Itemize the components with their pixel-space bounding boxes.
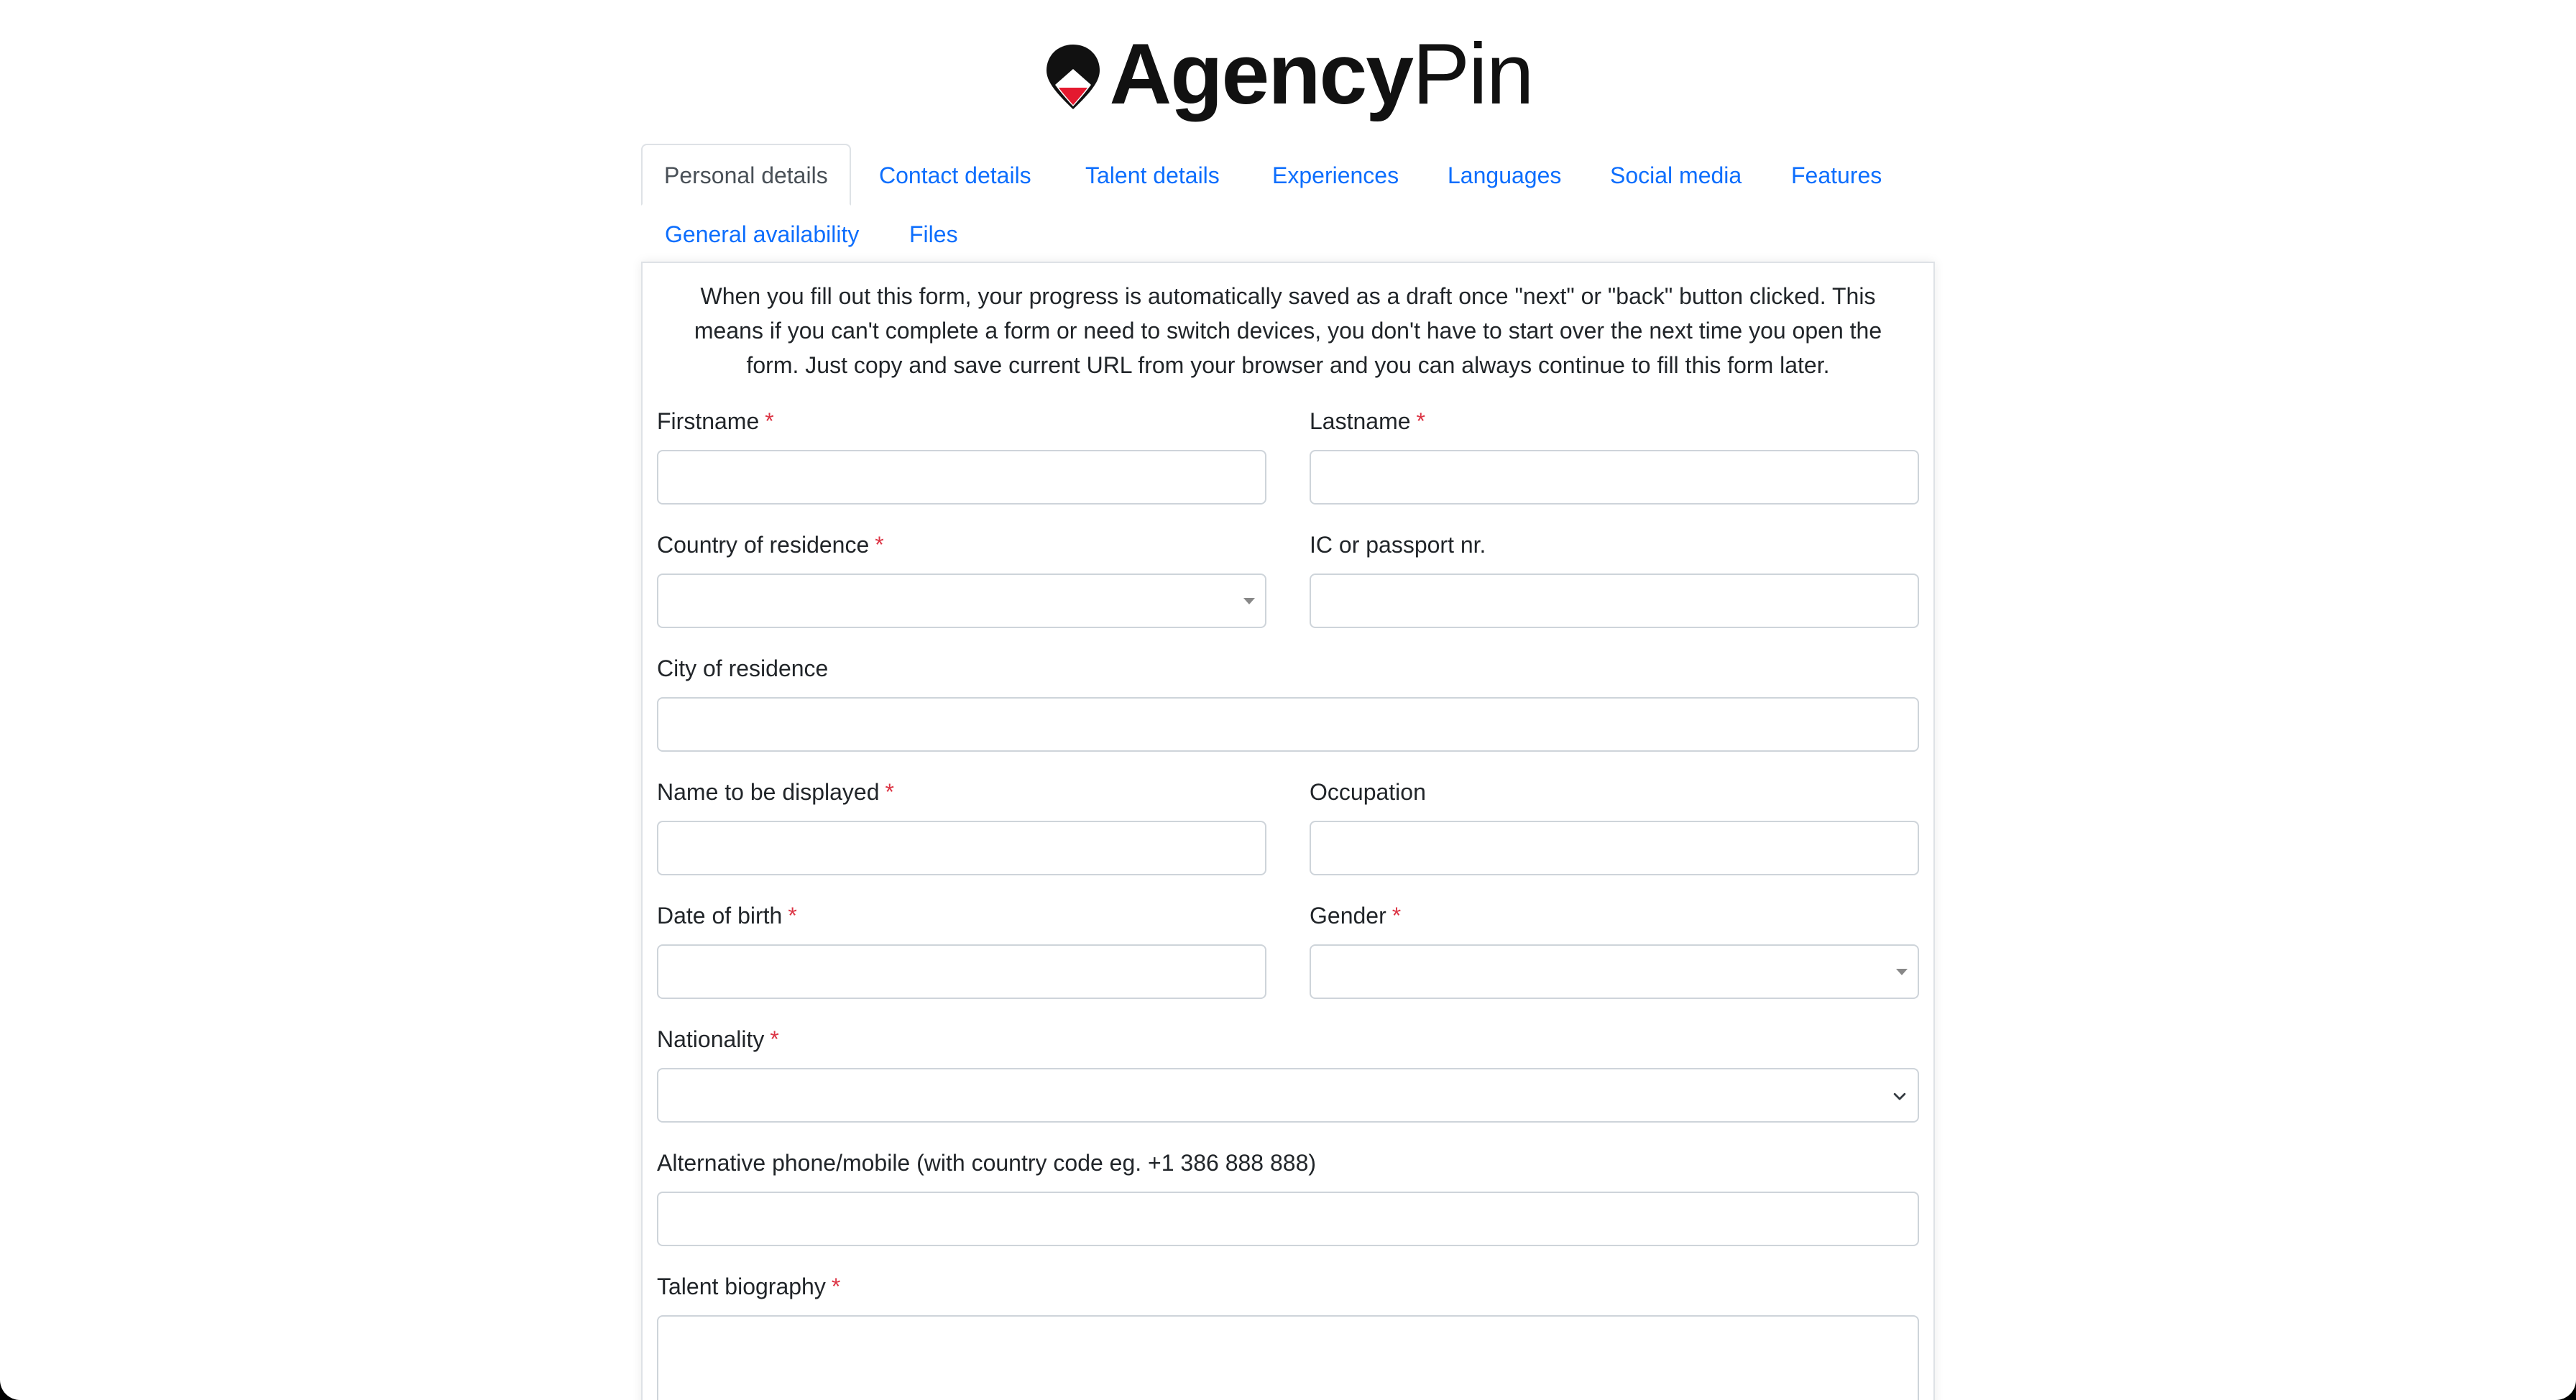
tab-features[interactable]: Features bbox=[1791, 162, 1882, 188]
tab-general-availability[interactable]: General availability bbox=[665, 221, 860, 247]
brand-name-light: Pin bbox=[1412, 26, 1533, 122]
tab-files[interactable]: Files bbox=[909, 221, 958, 247]
dropdown-caret-icon bbox=[1896, 969, 1908, 975]
city-label: City of residence bbox=[657, 655, 829, 681]
required-marker: * bbox=[770, 1026, 779, 1052]
nationality-label: Nationality * bbox=[657, 1026, 779, 1052]
required-marker: * bbox=[765, 408, 774, 434]
required-marker: * bbox=[788, 903, 797, 929]
dropdown-caret-icon bbox=[1243, 598, 1255, 604]
alt-phone-input[interactable] bbox=[657, 1192, 1919, 1246]
gender-select[interactable] bbox=[1310, 944, 1919, 999]
brand-name-bold: Agency bbox=[1109, 26, 1413, 122]
display-name-input[interactable] bbox=[657, 821, 1266, 875]
tab-experiences[interactable]: Experiences bbox=[1272, 162, 1399, 188]
passport-input[interactable] bbox=[1310, 574, 1919, 628]
logo-container[interactable] bbox=[1044, 26, 1533, 122]
tab-social-media[interactable]: Social media bbox=[1610, 162, 1742, 188]
dob-input[interactable] bbox=[657, 944, 1266, 999]
gender-label: Gender * bbox=[1310, 903, 1402, 929]
city-input[interactable] bbox=[657, 697, 1919, 752]
alt-phone-label: Alternative phone/mobile (with country code eg. +1 386 888 888) bbox=[657, 1150, 1317, 1176]
passport-label: IC or passport nr. bbox=[1310, 532, 1486, 558]
lastname-label: Lastname * bbox=[1310, 408, 1425, 434]
biography-textarea[interactable] bbox=[657, 1315, 1919, 1400]
nationality-select[interactable] bbox=[657, 1068, 1919, 1123]
required-marker: * bbox=[875, 532, 884, 558]
biography-label: Talent biography * bbox=[657, 1274, 841, 1299]
tab-personal-details[interactable]: Personal details bbox=[641, 144, 851, 206]
map-pin-icon bbox=[1044, 42, 1103, 111]
firstname-input[interactable] bbox=[657, 450, 1266, 505]
tab-languages[interactable]: Languages bbox=[1448, 162, 1562, 188]
lastname-input[interactable] bbox=[1310, 450, 1919, 505]
firstname-label: Firstname * bbox=[657, 408, 774, 434]
occupation-label: Occupation bbox=[1310, 779, 1426, 805]
occupation-input[interactable] bbox=[1310, 821, 1919, 875]
required-marker: * bbox=[1416, 408, 1425, 434]
country-label: Country of residence * bbox=[657, 532, 884, 558]
display-name-label: Name to be displayed * bbox=[657, 779, 894, 805]
header-logo bbox=[0, 27, 2576, 121]
dob-label: Date of birth * bbox=[657, 903, 797, 929]
required-marker: * bbox=[885, 779, 894, 805]
personal-details-form bbox=[641, 262, 1935, 1400]
country-select[interactable] bbox=[657, 574, 1266, 628]
required-marker: * bbox=[1392, 903, 1402, 929]
tab-talent-details[interactable]: Talent details bbox=[1085, 162, 1220, 188]
brand-name bbox=[1109, 26, 1533, 122]
autosave-notice: When you fill out this form, your progress is automatically saved as a draft once "next" or "back" button clicked. This means if you can't complete a form or need to switch devices, you don't have to start over the next time you open the form. Just copy and save current URL from your browser and you can always continue to fill this form later. bbox=[694, 283, 1882, 378]
tab-contact-details[interactable]: Contact details bbox=[879, 162, 1031, 188]
chevron-down-icon bbox=[1892, 1088, 1908, 1104]
required-marker: * bbox=[831, 1274, 841, 1299]
